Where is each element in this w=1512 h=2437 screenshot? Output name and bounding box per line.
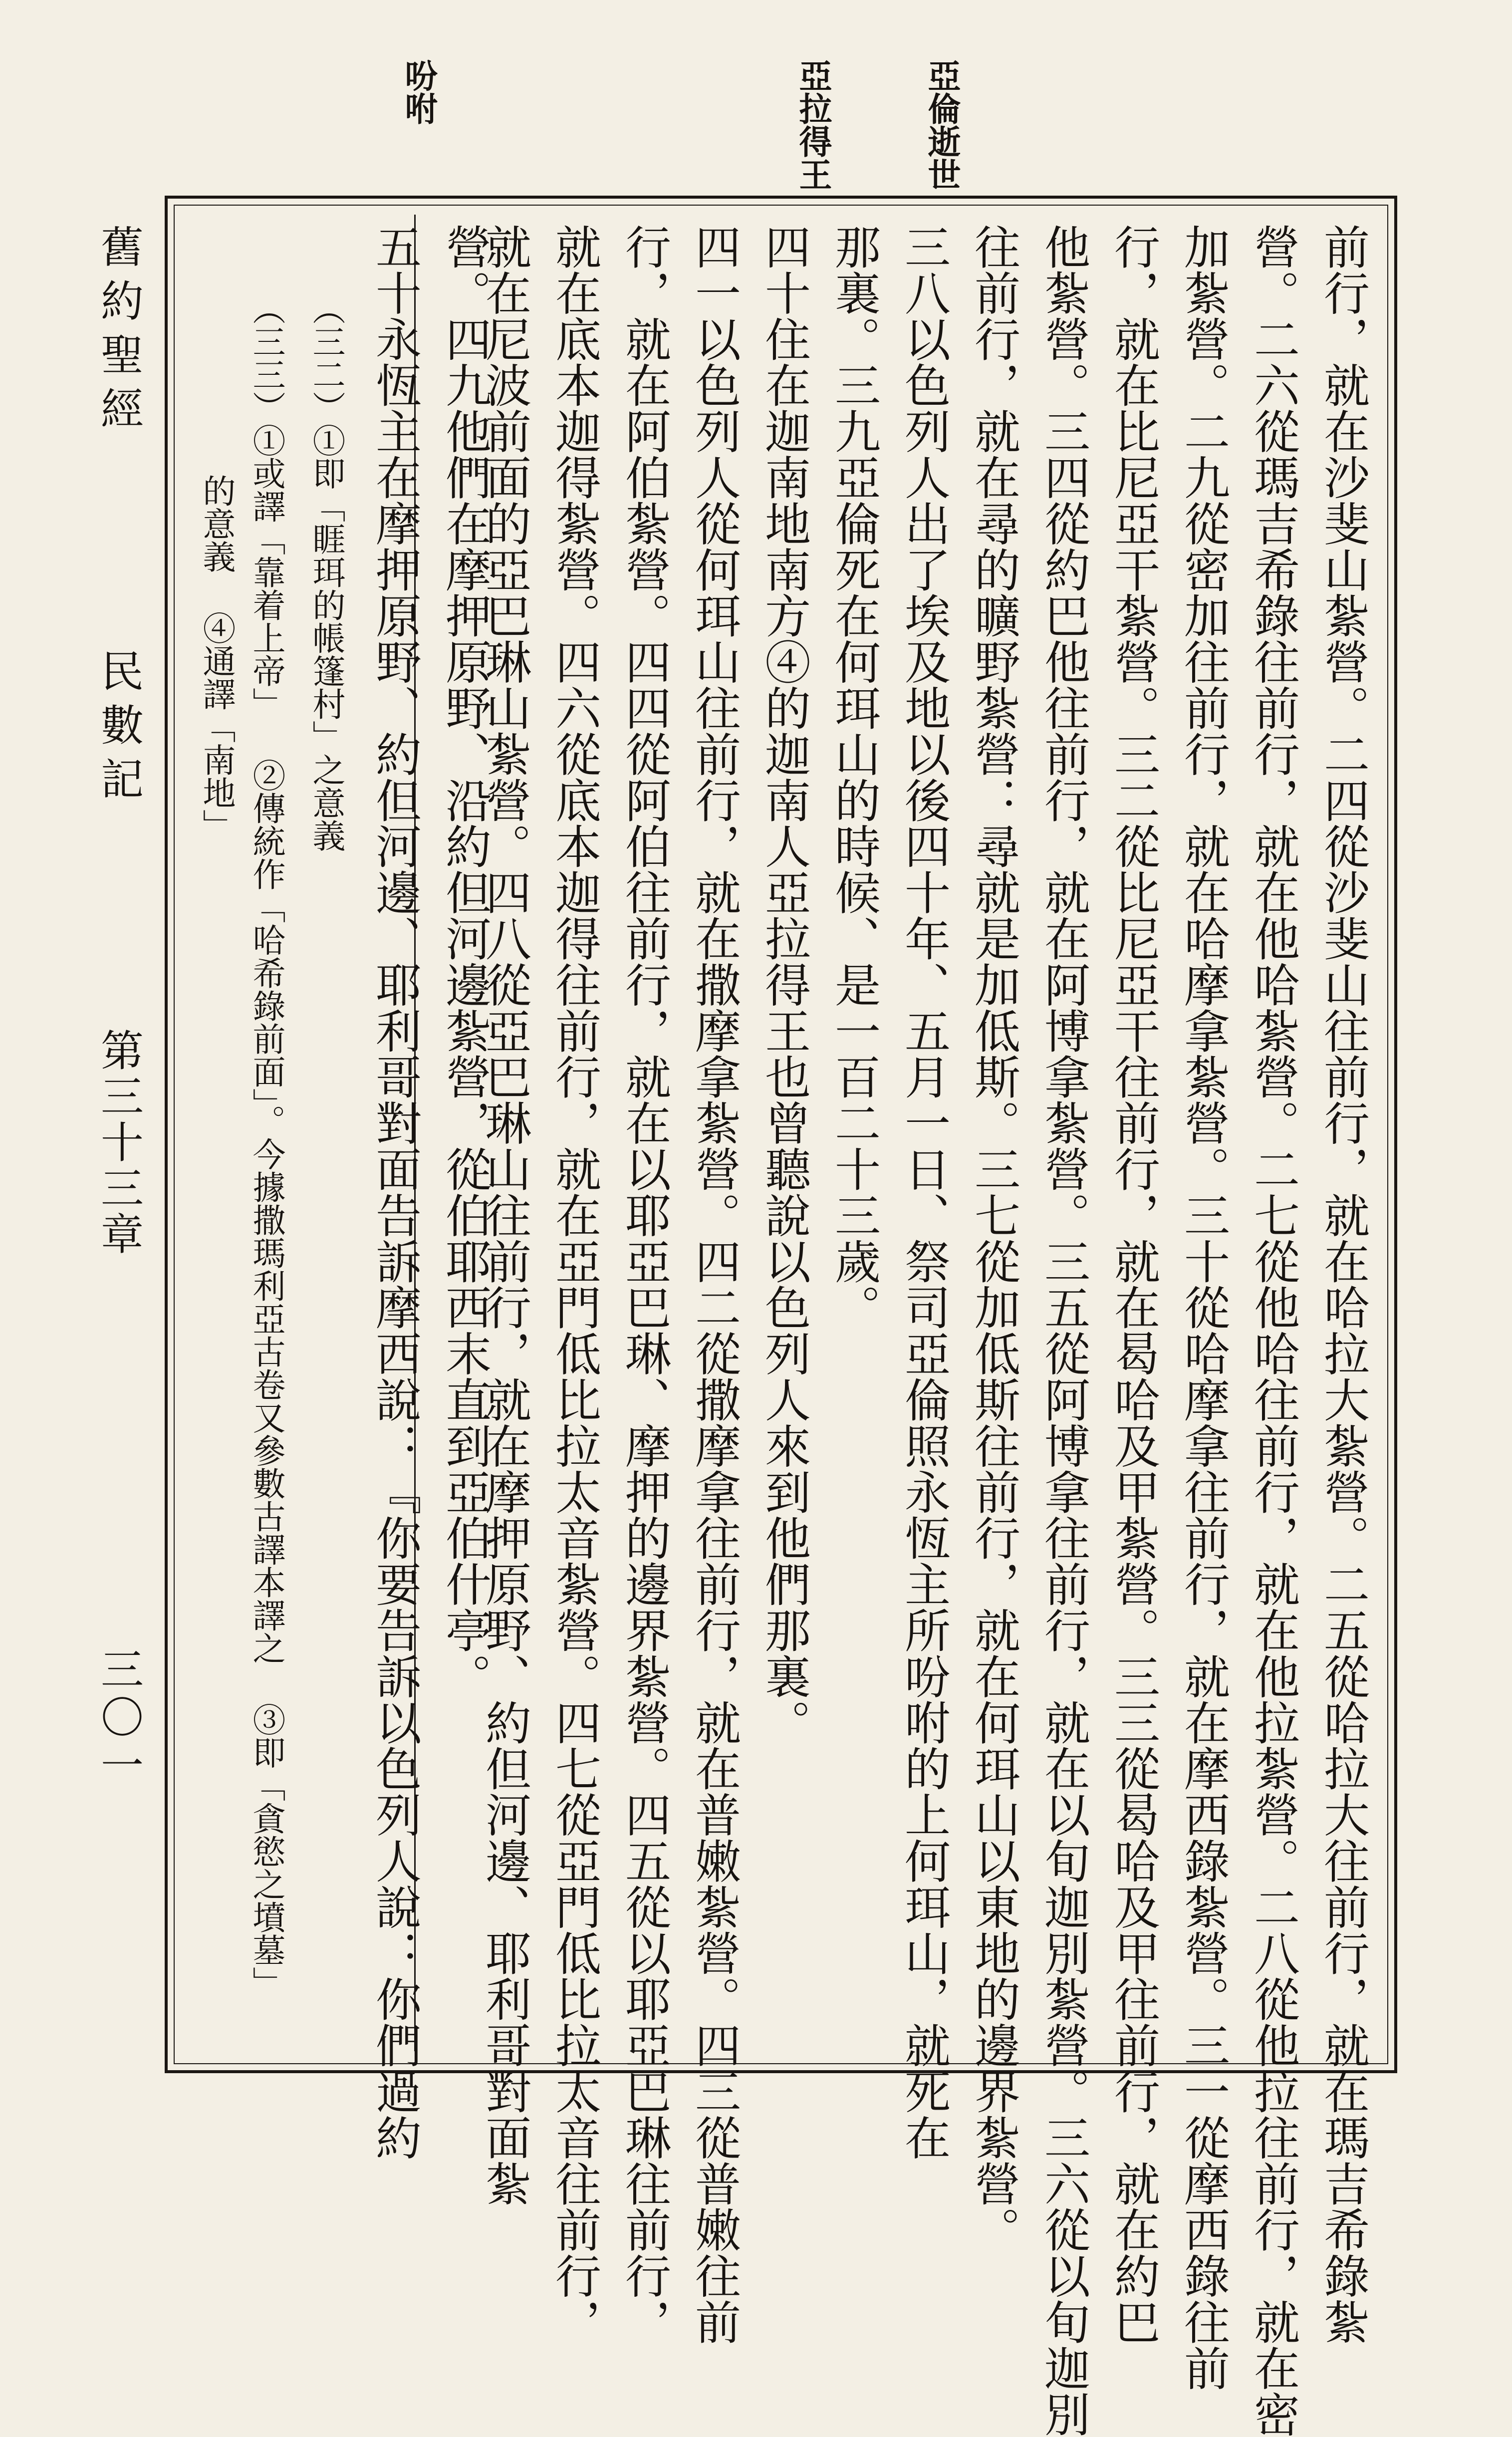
chapter-book-name: 民數記 <box>93 649 143 811</box>
body-column-4: 行，就在比尼亞干紮營。三二從比尼亞干往前行，就在曷哈及甲紮營。三三從曷哈及甲往前行，就在約巴 <box>1107 224 1160 2345</box>
margin-note-command: 吩咐 <box>399 59 438 125</box>
footnote-1: （三二）①即「睚珥的帳篷村」之意義 <box>307 292 345 852</box>
body-column-1: 前行，就在沙斐山紮營。二四從沙斐山往前行，就在哈拉大紮營。二五從哈拉大往前行，就在瑪吉希錄紮 <box>1316 224 1370 2345</box>
margin-note-king-arad: 亞拉得王 <box>793 59 832 191</box>
body-column-15: 五十永恆主在摩押原野、約但河邊、耶利哥對面告訴摩西說：『你要告訴以色列人說：你們過約 <box>368 224 422 2161</box>
footnote-3: 的意義 ④通譯「南地」 <box>197 474 236 842</box>
body-column-5: 他紮營。三四從約巴他往前行，就在阿博拿紮營。三五從阿博拿往前行，就在以旬迦別紮營。三六從以旬迦別 <box>1037 224 1090 2437</box>
book-title: 舊約聖經 <box>93 225 143 440</box>
chapter-number: 第三十三章 <box>93 1028 143 1258</box>
body-column-7: 三八以色列人出了埃及地以後四十年、五月一日、祭司亞倫照永恆主所吩咐的上何珥山，就死在 <box>897 224 951 2161</box>
body-column-6: 往前行，就在尋的曠野紮營：尋就是加低斯。三七從加低斯往前行，就在何珥山以東地的邊界紮營。 <box>967 224 1020 2253</box>
page-number: 三〇一 <box>93 1647 143 1791</box>
body-column-11: 行，就在阿伯紮營。四四從阿伯往前行，就在以耶亞巴琳、摩押的邊界紮營。四五從以耶亞巴琳往前行， <box>618 224 671 2345</box>
body-column-13: 就在尼波前面的亞巴琳山紮營。四八從亞巴琳山往前行，就在摩押原野、約但河邊、耶利哥對面紮 <box>478 224 531 2207</box>
body-column-14: 營。四九他們在摩押原野、沿約但河邊紮營，從伯耶西末直到亞伯什亭。 <box>438 224 492 1699</box>
body-column-12: 就在底本迦得紮營。四六從底本迦得往前行，就在亞門低比拉太音紮營。四七從亞門低比拉太音往前行， <box>548 224 601 2345</box>
body-column-8: 那裏。三九亞倫死在何珥山的時候、是一百二十三歲。 <box>827 224 881 1331</box>
body-column-10: 四一以色列人從何珥山往前行，就在撒摩拿紮營。四二從撒摩拿往前行，就在普嫩紮營。四三從普嫩往前 <box>688 224 741 2345</box>
body-column-9: 四十住在迦南地南方④的迦南人亞拉得王也曾聽說以色列人來到他們那裏。 <box>757 224 811 1746</box>
body-column-3: 加紮營。二九從密加往前行，就在哈摩拿紮營。三十從哈摩拿往前行，就在摩西錄紮營。三一從摩西錄往前 <box>1177 224 1230 2391</box>
footnote-2: （三三）①或譯「靠着上帝」 ②傳統作「哈希錄前面」。今據撒瑪利亞古卷又參數古譯本譯之 ③即「貪慾之墳墓」 <box>247 292 285 1999</box>
body-column-2: 營。二六從瑪吉希錄往前行，就在他哈紮營。二七從他哈往前行，就在他拉紮營。二八從他拉往前行，就在密 <box>1247 224 1300 2437</box>
margin-note-aaron-death: 亞倫逝世 <box>922 59 961 191</box>
